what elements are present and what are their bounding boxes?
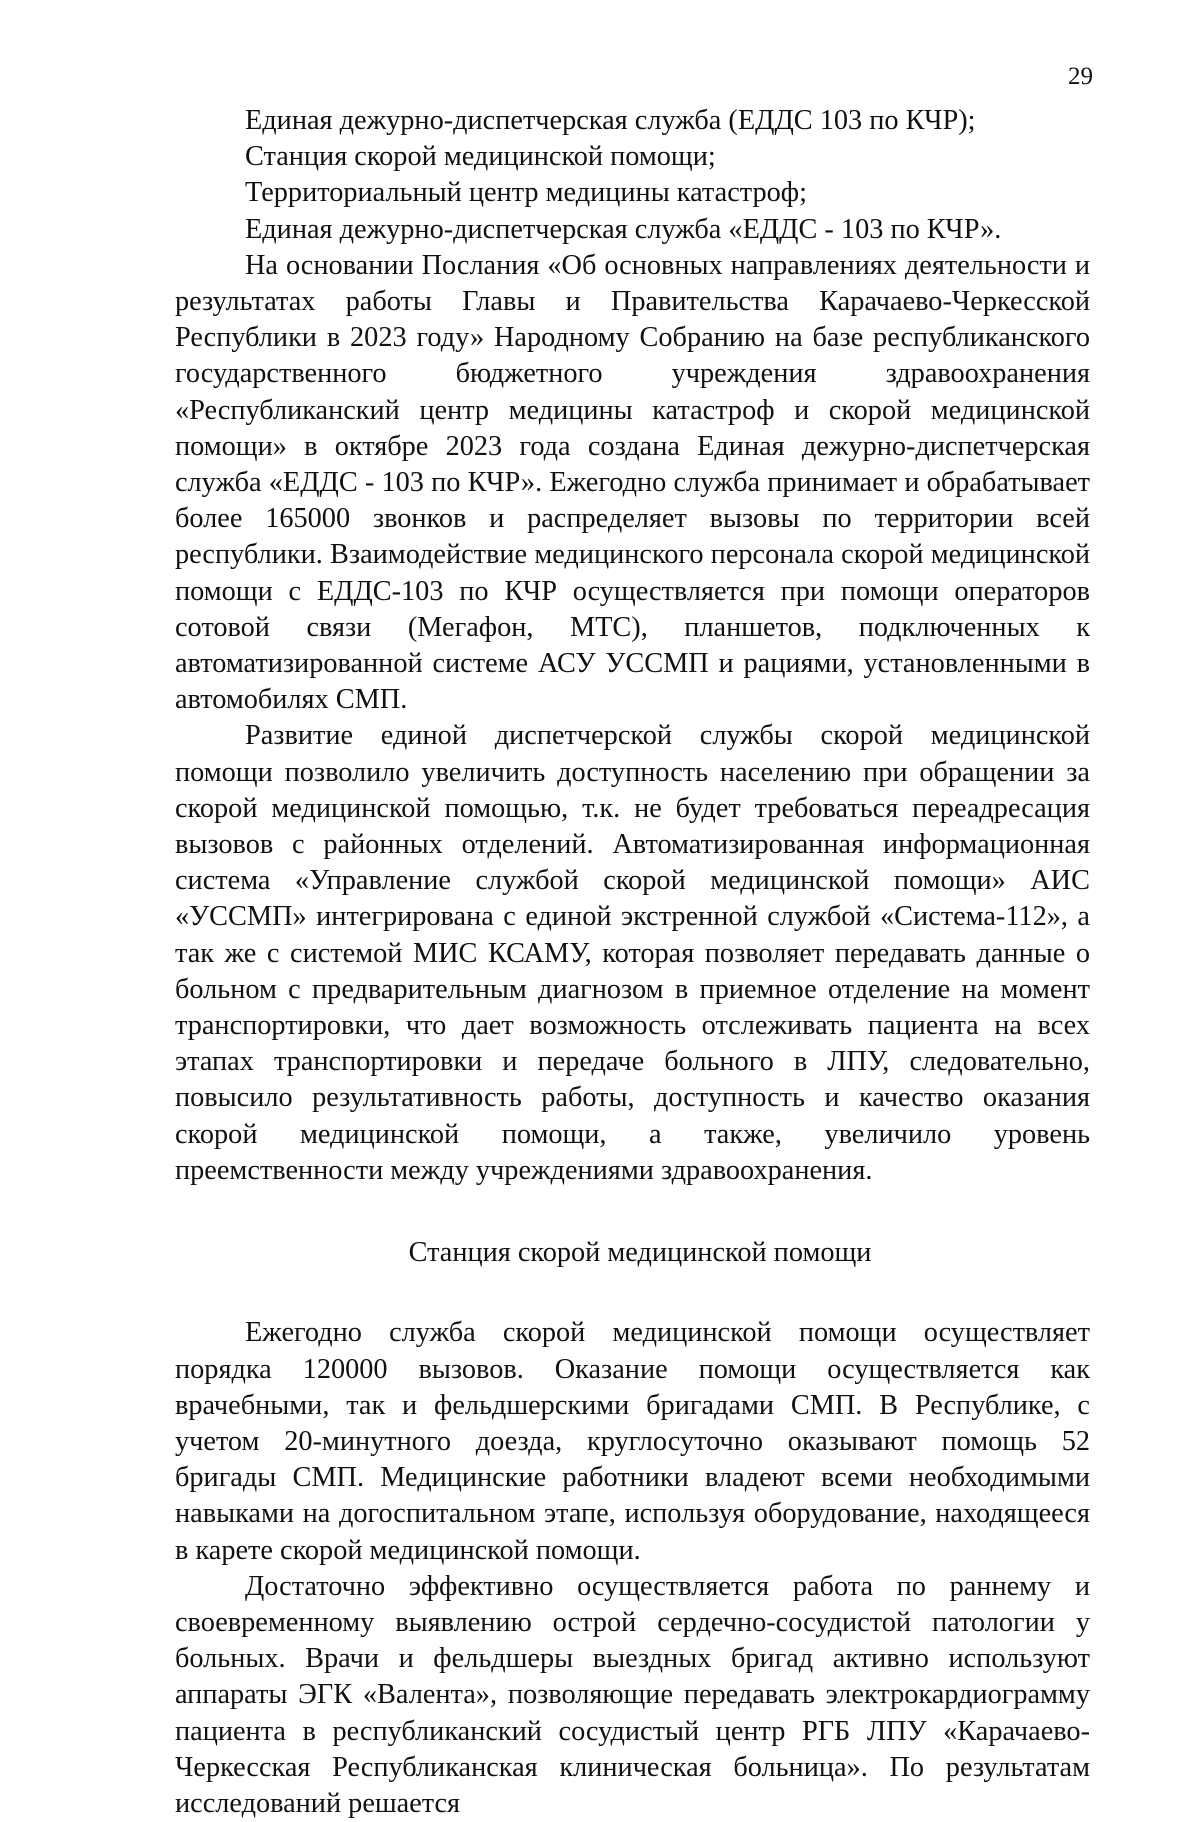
list-line: Территориальный центр медицины катастроф;	[245, 177, 807, 209]
paragraph: На основании Послания «Об основных направлениях деятельности и результатах работы Главы и Правительства Карачаево-Черкесской Республики в 2023 году» Народному Собранию на базе республиканского государственного бюджетного учреждения здравоохранения «Республиканский центр медицины катастроф и скорой медицинской помощи» в октябре 2023 года создана Единая дежурно-диспетчерская служба «ЕДДС - 103 по КЧР». Ежегодно служба принимает и обрабатывает более 165000 звонков и распределяет вызовы по территории всей республики. Взаимодействие медицинского персонала скорой медицинской помощи с ЕДДС-103 по КЧР осуществляется при помощи операторов сотовой связи (Мегафон, МТС), планшетов, подключенных к автоматизированной системе АСУ УССМП и рациями, установленными в автомобилях СМП.	[175, 249, 1090, 716]
section-heading: Станция скорой медицинской помощи	[408, 1237, 872, 1269]
list-line: Единая дежурно-диспетчерская служба «ЕДДС - 103 по КЧР».	[245, 213, 1002, 245]
paragraph: Достаточно эффективно осуществляется работа по раннему и своевременному выявлению острой сердечно-сосудистой патологии у больных. Врачи и фельдшеры выездных бригад активно используют аппараты ЭГК «Валента», позволяющие передавать электрокардиограмму пациента в республиканский сосудистый центр РГБ ЛПУ «Карачаево-Черкесская Республиканская клиническая больница». По результатам исследований решается	[175, 1570, 1090, 1819]
page-content	[175, 103, 1090, 1822]
paragraph: Развитие единой диспетчерской службы скорой медицинской помощи позволило увеличить доступность населению при обращении за скорой медицинской помощью, т.к. не будет требоваться переадресация вызовов с районных отделений. Автоматизированная информационная система «Управление службой скорой медицинской помощи» АИС «УССМП» интегрирована с единой экстренной службой «Система-112», а так же с системой МИС КСАМУ, которая позволяет передавать данные о больном с предварительным диагнозом в приемное отделение на момент транспортировки, что дает возможность отслеживать пациента на всех этапах транспортировки и передаче больного в ЛПУ, следовательно, повысило результативность работы, доступность и качество оказания скорой медицинской помощи, а также, увеличило уровень преемственности между учреждениями здравоохранения.	[175, 720, 1090, 1186]
page-number: 29	[1068, 63, 1093, 90]
list-line: Единая дежурно-диспетчерская служба (ЕДДС 103 по КЧР);	[245, 105, 976, 136]
paragraph: Ежегодно служба скорой медицинской помощи осуществляет порядка 120000 вызовов. Оказание помощи осуществляется как врачебными, так и фельдшерскими бригадами СМП. В Республике, с учетом 20-минутного доезда, круглосуточно оказывают помощь 52 бригады СМП. Медицинские работники владеют всеми необходимыми навыками на догоспитальном этапе, используя оборудование, находящееся в карете скорой медицинской помощи.	[175, 1317, 1090, 1566]
list-line: Станция скорой медицинской помощи;	[245, 141, 716, 173]
